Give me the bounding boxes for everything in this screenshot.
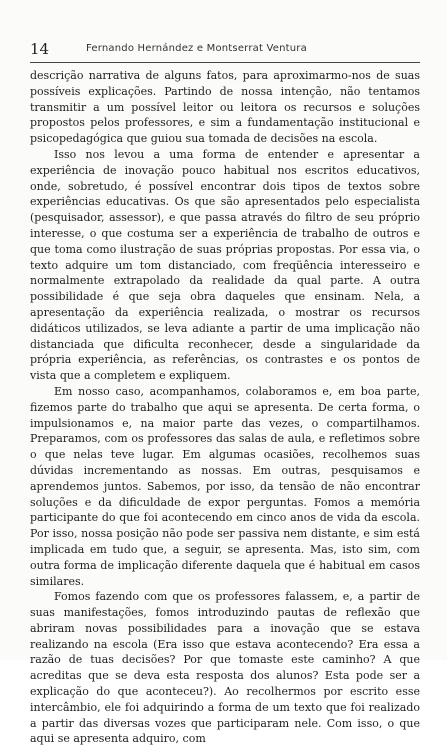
paragraph: Isso nos levou a uma forma de entender e apresentar a experiência de inovação pouco habitual nos escritos educativos, onde, sobretudo, é possível encontrar dois tipos de textos sobre experiências educativas. Os que são apresentados pelo especialista (pesquisador, assessor), e que passa através do filtro de seu próprio interesse, o que costuma ser a experiência de trabalho de outros e que toma como ilustração de suas próprias propostas. Por essa via, o texto adquire um tom distanciado, com freqüência interesseiro e normalmente extrapolado da realidade da qual parte. A outra possibilidade é que seja obra daqueles que ensinam. Nela, a apresentação da experiência realizada, o mostrar os recursos didáticos utilizados, se leva adiante a partir de uma implicação não distanciada que dificulta reconhecer, desde a singularidade da própria experiência, as referências, os contrastes e os pontos de vista que a completem e expliquem.	[30, 147, 420, 383]
body-text	[30, 68, 420, 747]
paragraph: Fomos fazendo com que os professores falassem, e, a partir de suas manifestações, fomos introduzindo pautas de reflexão que abriram novas possibilidades para a inovação que se estava realizando na escola (Era isso que estava acontecendo? Era essa a razão de tuas decisões? Por que tomaste este caminho? A que acreditas que se deva esta resposta dos alunos? Esta pode ser a explicação do que aconteceu?). Ao recolhermos por escrito esse intercâmbio, ele foi adquirindo a forma de um texto que foi realizado a partir das diversas vozes que participaram nele. Com isso, o que aqui se apresenta adquiro, com	[30, 590, 420, 746]
paragraph-continued: descrição narrativa de alguns fatos, para aproximarmo-nos de suas possíveis explicações. Partindo de nossa intenção, não tentamos transmitir a um possível leitor ou leitora os recursos e soluções propostos pelos professores, e sim a fundamentação institucional e psicopedagógica que guiou sua tomada de decisões na escola.	[30, 69, 420, 146]
header-rule	[30, 62, 420, 63]
page-number: 14	[30, 40, 50, 58]
paragraph: Em nosso caso, acompanhamos, colaboramos e, em boa parte, fizemos parte do trabalho que aqui se apresenta. De certa forma, o impulsionamos e, na maior parte das vezes, o compartilhamos. Preparamos, com os professores das salas de aula, e refletimos sobre o que nelas teve lugar. Em algumas ocasiões, recolhemos suas dúvidas incrementando as nossas. Em outras, pesquisamos e aprendemos juntos. Sabemos, por isso, da tensão de não encontrar soluções e da dificuldade de expor perguntas. Fomos a memória participante do que foi acontecendo em cinco anos de vida da escola. Por isso, nossa posição não pode ser passiva nem distante, e sim está implicada em tudo que, a seguir, se apresenta. Mas, isto sim, com outra forma de implicação diferente daquela que é habitual em casos similares.	[30, 384, 420, 588]
running-head-authors: Fernando Hernández e Montserrat Ventura	[86, 43, 307, 54]
running-head	[30, 40, 425, 60]
